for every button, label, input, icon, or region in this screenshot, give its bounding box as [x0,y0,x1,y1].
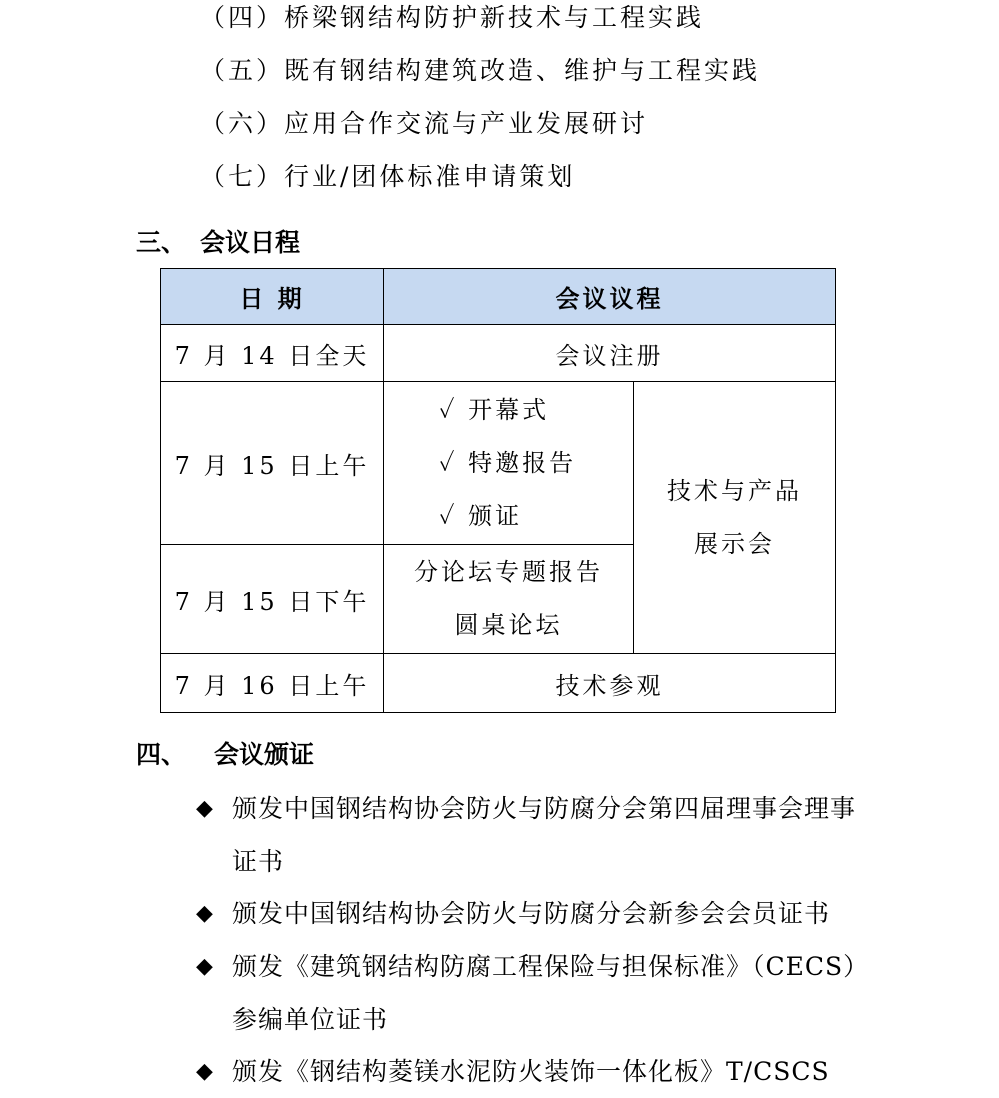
section-number: 三、 [136,228,187,257]
certificate-text: 颁发《钢结构菱镁水泥防火装饰一体化板》T/CSCS [232,1057,830,1086]
row-date: 7 月 14 日全天 [161,325,384,382]
section-title: 会议日程 [200,228,301,257]
list-item [196,1045,876,1098]
table-row [161,654,836,713]
section-heading-schedule [136,228,300,258]
table-row [161,325,836,382]
agenda-item: 圆桌论坛 [454,611,563,639]
list-item [196,887,876,940]
diamond-bullet-icon: ◆ [196,954,213,979]
check-icon: ✓ [439,448,458,477]
table-row [161,382,836,545]
section-title: 会议颁证 [214,740,315,769]
header-agenda: 会议议程 [384,269,836,325]
topic-item: （四）桥梁钢结构防护新技术与工程实践 [200,3,705,32]
exhibition-cell [634,382,836,654]
exhibition-label: 技术与产品 [667,476,802,505]
check-icon: ✓ [439,395,458,424]
certificate-text: 颁发中国钢结构协会防火与防腐分会第四届理事会理事证书 [232,794,857,876]
diamond-bullet-icon: ◆ [196,796,213,821]
certificate-text: 颁发《建筑钢结构防腐工程保险与担保标准》（CECS）参编单位证书 [232,952,870,1034]
diamond-bullet-icon: ◆ [196,901,213,926]
row-agenda-items [384,545,634,654]
table-header-row [161,269,836,325]
exhibition-label: 展示会 [694,529,775,558]
certificate-text: 颁发中国钢结构协会防火与防腐分会新参会会员证书 [232,899,831,928]
section-number: 四、 [136,740,187,769]
list-item [196,782,876,888]
header-date: 日 期 [161,269,384,325]
row-agenda: 技术参观 [384,654,836,713]
row-date: 7 月 15 日上午 [161,382,384,545]
list-item [196,940,876,1046]
row-date: 7 月 16 日上午 [161,654,384,713]
agenda-item: ✓ 特邀报告 [439,448,577,477]
row-agenda-items [384,382,634,545]
row-agenda: 会议注册 [384,325,836,382]
check-icon: ✓ [439,501,458,530]
diamond-bullet-icon: ◆ [196,1059,213,1084]
section-heading-certificates [136,740,314,770]
row-date: 7 月 15 日下午 [161,545,384,654]
topic-item: （六）应用合作交流与产业发展研讨 [200,109,649,138]
topic-item: （五）既有钢结构建筑改造、维护与工程实践 [200,56,761,85]
schedule-table [160,268,836,713]
agenda-item: ✓ 开幕式 [439,395,550,424]
agenda-item: 分论坛专题报告 [414,558,603,586]
agenda-item: ✓ 颁证 [439,501,523,530]
topic-item: （七）行业/团体标准申请策划 [200,162,576,191]
